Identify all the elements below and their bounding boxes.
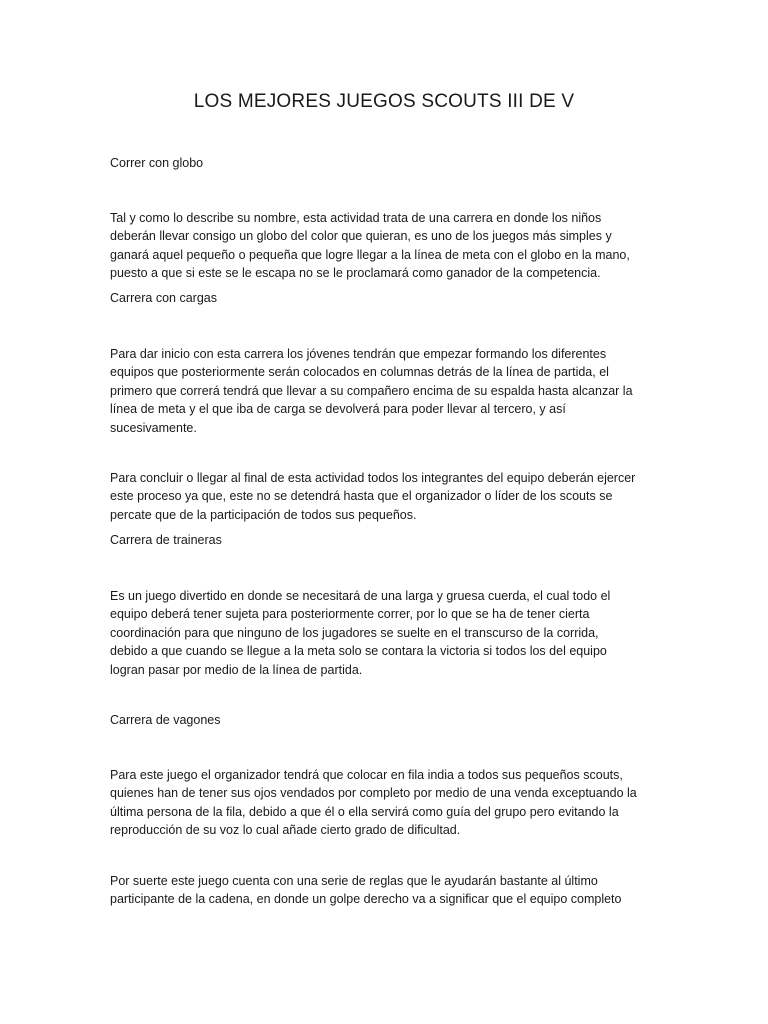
paragraph-line: debido a que cuando se llegue a la meta solo se contara la victoria si todos los del equipo (110, 644, 607, 659)
paragraph-carrera-con-cargas-2 (110, 469, 670, 524)
paragraph-carrera-con-cargas-1 (110, 345, 670, 437)
paragraph-line: reproducción de su voz lo cual añade cierto grado de dificultad. (110, 823, 461, 838)
paragraph-line: Para este juego el organizador tendrá que colocar en fila india a todos sus pequeños scouts, (110, 768, 623, 782)
paragraph-line: Tal y como lo describe su nombre, esta actividad trata de una carrera en donde los niños (110, 211, 602, 225)
paragraph-line: coordinación para que ninguno de los jugadores se suelte en el transcurso de la corrida, (110, 625, 599, 640)
paragraph-line: quienes han de tener sus ojos vendados por completo por medio de una venda exceptuando la (110, 786, 637, 801)
paragraph-line: participante de la cadena, en donde un golpe derecho va a significar que el equipo completo (110, 892, 622, 907)
paragraph-carrera-de-vagones-2 (110, 872, 670, 909)
paragraph-line: equipos que posteriormente serán colocados en columnas detrás de la línea de partida, el (110, 365, 609, 380)
paragraph-line: Para dar inicio con esta carrera los jóvenes tendrán que empezar formando los diferentes (110, 347, 607, 361)
paragraph-line: Para concluir o llegar al final de esta actividad todos los integrantes del equipo deberán ejercer (110, 471, 636, 485)
paragraph-line: este proceso ya que, este no se detendrá hasta que el organizador o líder de los scouts se (110, 489, 613, 504)
paragraph-correr-con-globo (110, 209, 670, 283)
paragraph-line: percate que de la participación de todos sus pequeños. (110, 507, 417, 522)
paragraph-carrera-de-vagones-1 (110, 766, 670, 840)
paragraph-line: logran pasar por medio de la línea de partida. (110, 662, 363, 677)
paragraph-line: puesto a que si este se le escapa no se le proclamará como ganador de la competencia. (110, 266, 601, 281)
paragraph-line: deberán llevar consigo un globo del color que quieran, es uno de los juegos más simples y (110, 229, 612, 244)
section-heading-carrera-de-traineras: Carrera de traineras (110, 533, 222, 547)
paragraph-carrera-de-traineras (110, 587, 670, 679)
paragraph-line: Es un juego divertido en donde se necesitará de una larga y gruesa cuerda, el cual todo el (110, 589, 611, 603)
section-heading-carrera-con-cargas: Carrera con cargas (110, 291, 217, 305)
paragraph-line: equipo deberá tener sujeta para posteriormente correr, por lo que se ha de tener cierta (110, 607, 590, 622)
paragraph-line: Por suerte este juego cuenta con una serie de reglas que le ayudarán bastante al último (110, 874, 598, 888)
document-title: LOS MEJORES JUEGOS SCOUTS III DE V (193, 91, 575, 112)
paragraph-line: sucesivamente. (110, 420, 197, 435)
paragraph-line: última persona de la fila, debido a que él o ella servirá como guía del grupo pero evitando la (110, 804, 619, 819)
paragraph-line: línea de meta y el que iba de carga se devolverá para poder llevar al tercero, y así (110, 402, 566, 417)
section-heading-correr-con-globo: Correr con globo (110, 156, 204, 170)
paragraph-line: primero que correrá tendrá que llevar a su compañero encima de su espalda hasta alcanzar la (110, 383, 633, 398)
section-heading-carrera-de-vagones: Carrera de vagones (110, 713, 221, 727)
paragraph-line: ganará aquel pequeño o pequeña que logre llegar a la línea de meta con el globo en la mano, (110, 247, 630, 262)
